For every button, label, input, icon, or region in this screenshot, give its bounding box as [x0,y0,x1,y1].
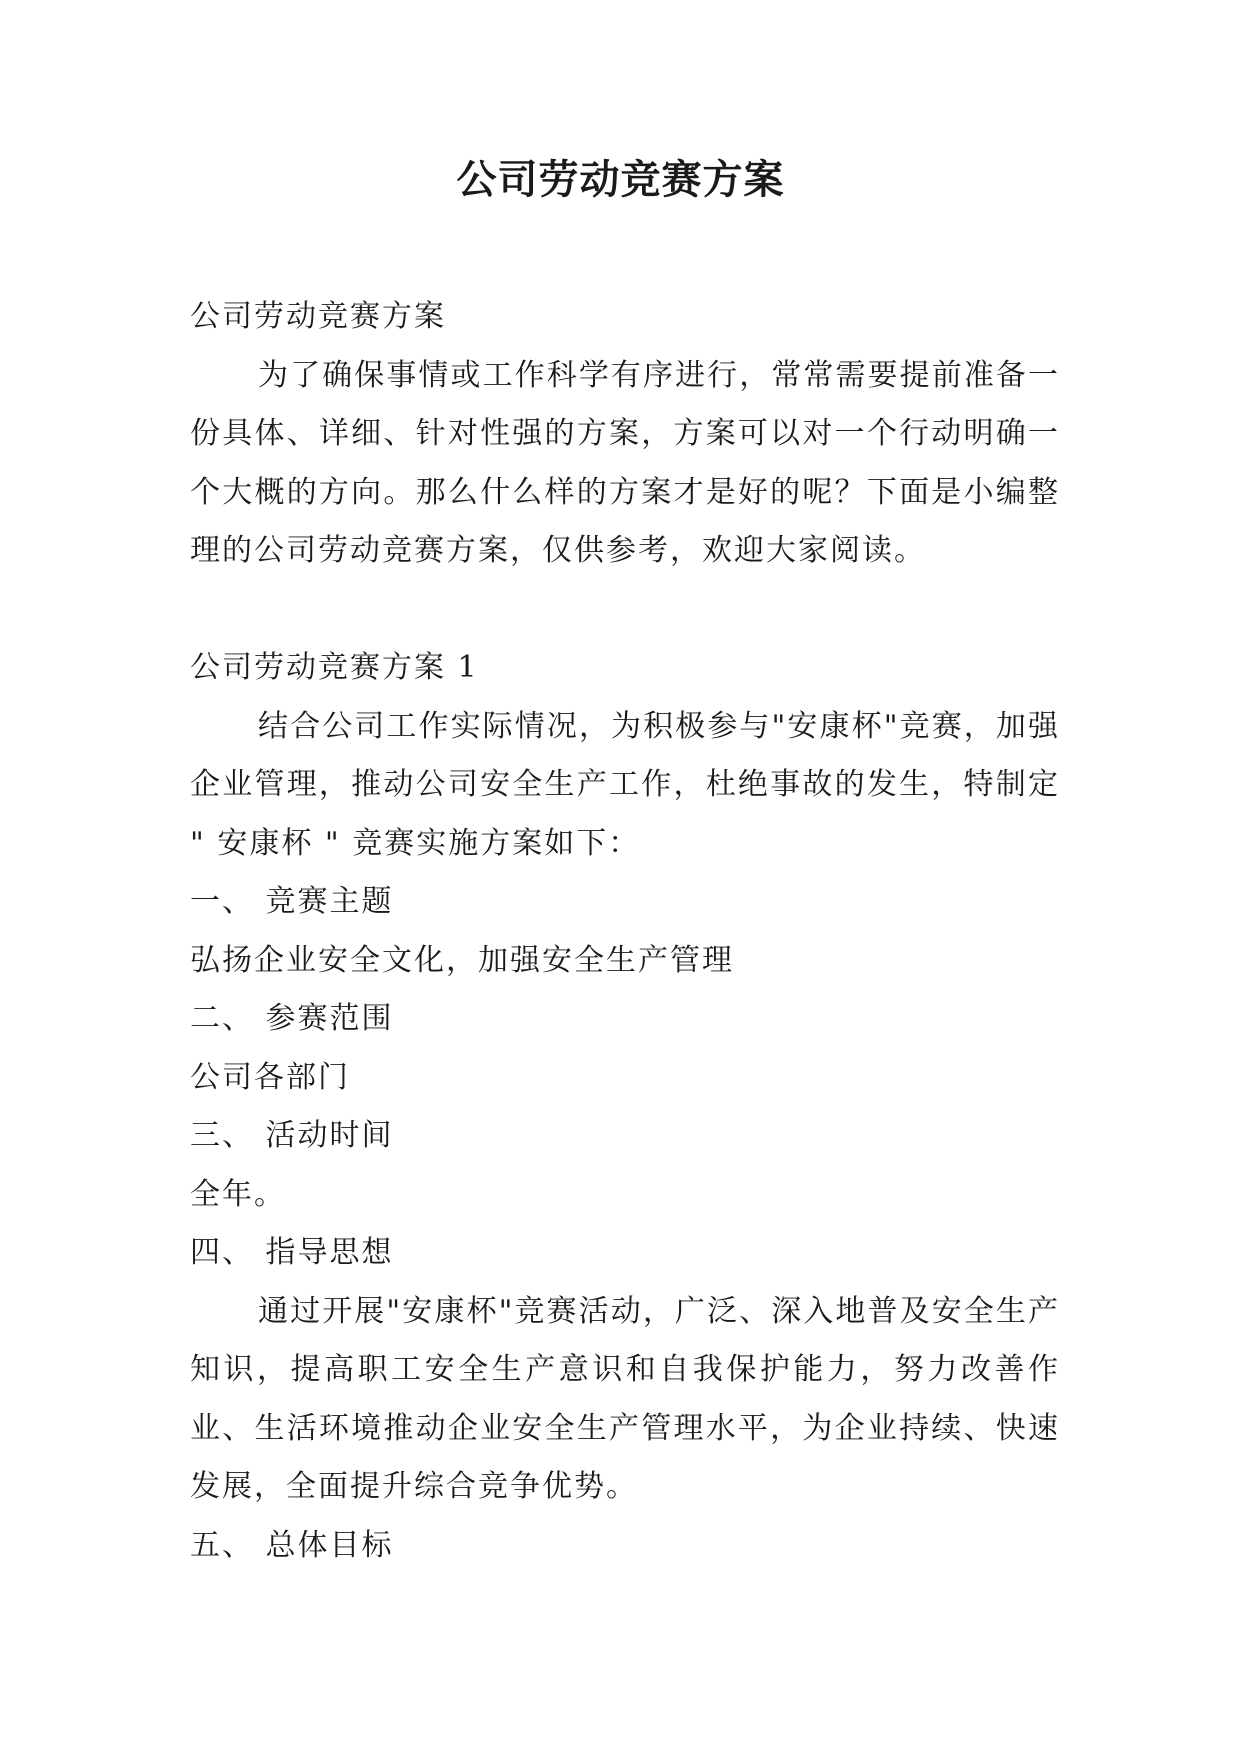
item-overall-goal-heading: 五、 总体目标 [190,1527,394,1563]
document-title: 公司劳动竞赛方案 [456,156,785,203]
document-body [190,288,1060,1575]
section1-heading: 公司劳动竞赛方案 1 [190,650,479,685]
item-scope-heading: 二、 参赛范围 [190,1001,394,1036]
item-guiding-heading: 四、 指导思想 [190,1235,394,1270]
guiding-paragraph: 通过开展"安康杯"竞赛活动，广泛、深入地普及安全生产知识，提高职工安全生产意识和自我保护能力，努力改善作业、生活环境推动企业安全生产管理水平，为企业持续、快速发展，全面提升综合竞争优势。 [190,1293,1060,1504]
intro-heading: 公司劳动竞赛方案 [190,299,446,334]
item-competition-theme-text: 弘扬企业安全文化，加强安全生产管理 [190,942,734,978]
item-competition-theme-heading: 一、 竞赛主题 [190,884,394,919]
item-time-heading: 三、 活动时间 [190,1118,394,1153]
intro-paragraph: 为了确保事情或工作科学有序进行，常常需要提前准备一份具体、详细、针对性强的方案，方案可以对一个行动明确一个大概的方向。那么什么样的方案才是好的呢？下面是小编整理的公司劳动竞赛方案，仅供参考，欢迎大家阅读。 [190,357,1060,568]
section1-paragraph: 结合公司工作实际情况，为积极参与"安康杯"竞赛，加强企业管理，推动公司安全生产工作，杜绝事故的发生，特制定 " 安康杯 " 竞赛实施方案如下： [190,708,1060,861]
section-spacer [190,581,1060,640]
item-time-text: 全年。 [190,1176,286,1212]
item-scope-text: 公司各部门 [190,1059,350,1095]
